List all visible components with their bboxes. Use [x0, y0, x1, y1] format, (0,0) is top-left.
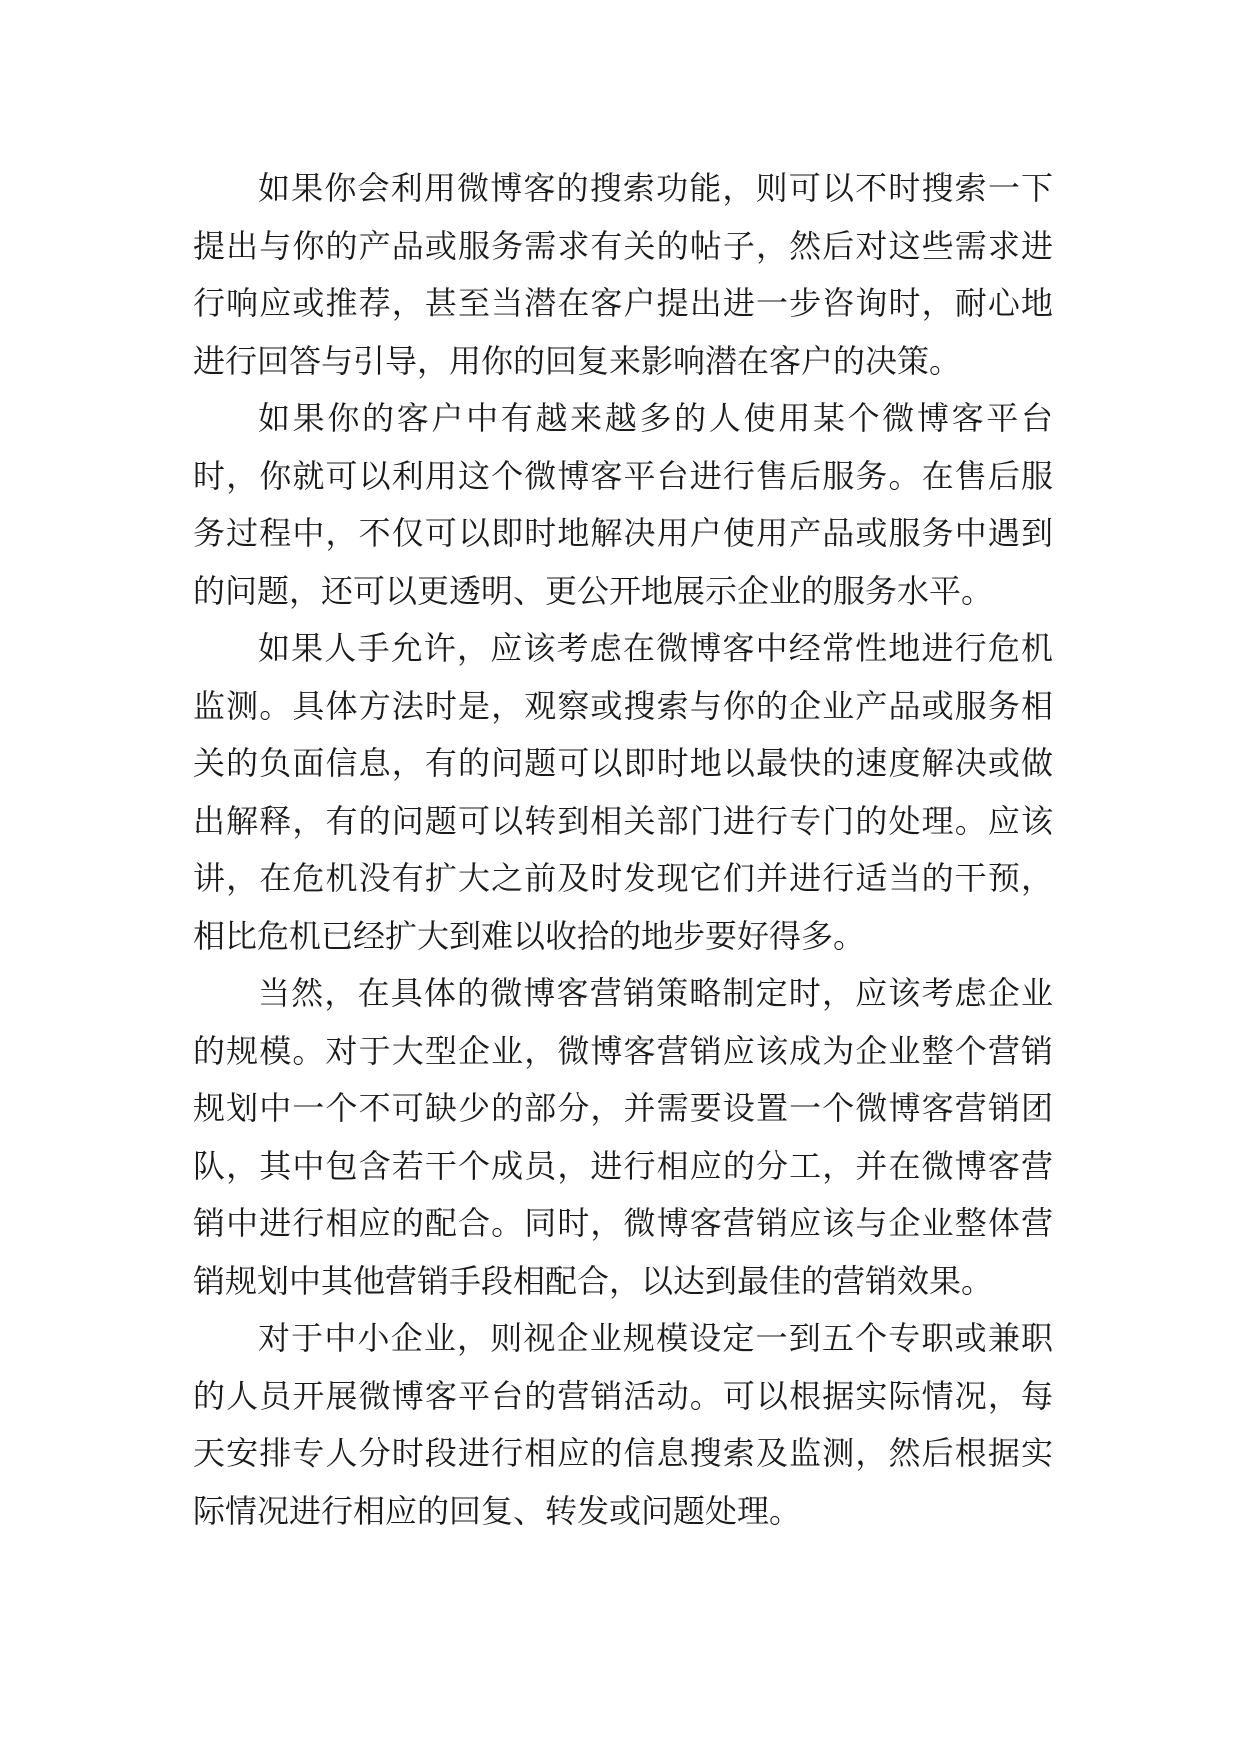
paragraph-after-sales-service — [193, 390, 1053, 620]
text-line: 监测。具体方法时是，观察或搜索与你的企业产品或服务相 — [193, 686, 1053, 725]
text-line: 如果人手允许，应该考虑在微博客中经常性地进行危机 — [258, 629, 1053, 667]
paragraph-large-enterprise — [193, 965, 1053, 1310]
text-line: 天安排专人分时段进行相应的信息搜索及监测，然后根据实 — [193, 1434, 1053, 1472]
text-line: 如果你的客户中有越来越多的人使用某个微博客平台 — [258, 399, 1053, 437]
text-line: 销中进行相应的配合。同时，微博客营销应该与企业整体营 — [193, 1204, 1053, 1242]
text-line: 讲，在危机没有扩大之前及时发现它们并进行适当的干预， — [193, 859, 1053, 897]
text-line: 如果你会利用微博客的搜索功能，则可以不时搜索一下 — [258, 169, 1053, 207]
text-line: 行响应或推荐，甚至当潜在客户提出进一步咨询时，耐心地 — [193, 284, 1053, 322]
paragraph-crisis-monitoring — [193, 620, 1053, 965]
text-line: 关的负面信息，有的问题可以即时地以最快的速度解决或做 — [193, 744, 1053, 782]
paragraph-search-function — [193, 160, 1053, 390]
text-line: 出解释，有的问题可以转到相关部门进行专门的处理。应该 — [193, 801, 1053, 840]
text-line: 对于中小企业，则视企业规模设定一到五个专职或兼职 — [258, 1319, 1053, 1357]
text-line: 的问题，还可以更透明、更公开地展示企业的服务水平。 — [193, 571, 994, 610]
text-line: 相比危机已经扩大到难以收拾的地步要好得多。 — [193, 916, 866, 955]
text-line: 时，你就可以利用这个微博客平台进行售后服务。在售后服 — [193, 456, 1053, 495]
text-line: 规划中一个不可缺少的部分，并需要设置一个微博客营销团 — [193, 1089, 1053, 1127]
text-line: 进行回答与引导，用你的回复来影响潜在客户的决策。 — [193, 341, 962, 380]
text-line: 务过程中，不仅可以即时地解决用户使用产品或服务中遇到 — [193, 514, 1053, 552]
text-line: 销规划中其他营销手段相配合，以达到最佳的营销效果。 — [193, 1261, 994, 1300]
text-line: 队，其中包含若干个成员，进行相应的分工，并在微博客营 — [193, 1146, 1053, 1185]
text-line: 的规模。对于大型企业，微博客营销应该成为企业整个营销 — [193, 1031, 1053, 1070]
text-line: 当然，在具体的微博客营销策略制定时，应该考虑企业 — [258, 974, 1053, 1012]
text-line: 的人员开展微博客平台的营销活动。可以根据实际情况，每 — [193, 1376, 1053, 1415]
text-line: 提出与你的产品或服务需求有关的帖子，然后对这些需求进 — [193, 226, 1053, 265]
text-line: 际情况进行相应的回复、转发或问题处理。 — [193, 1491, 802, 1530]
paragraph-small-enterprise — [193, 1310, 1053, 1540]
document-page — [193, 160, 1053, 1540]
